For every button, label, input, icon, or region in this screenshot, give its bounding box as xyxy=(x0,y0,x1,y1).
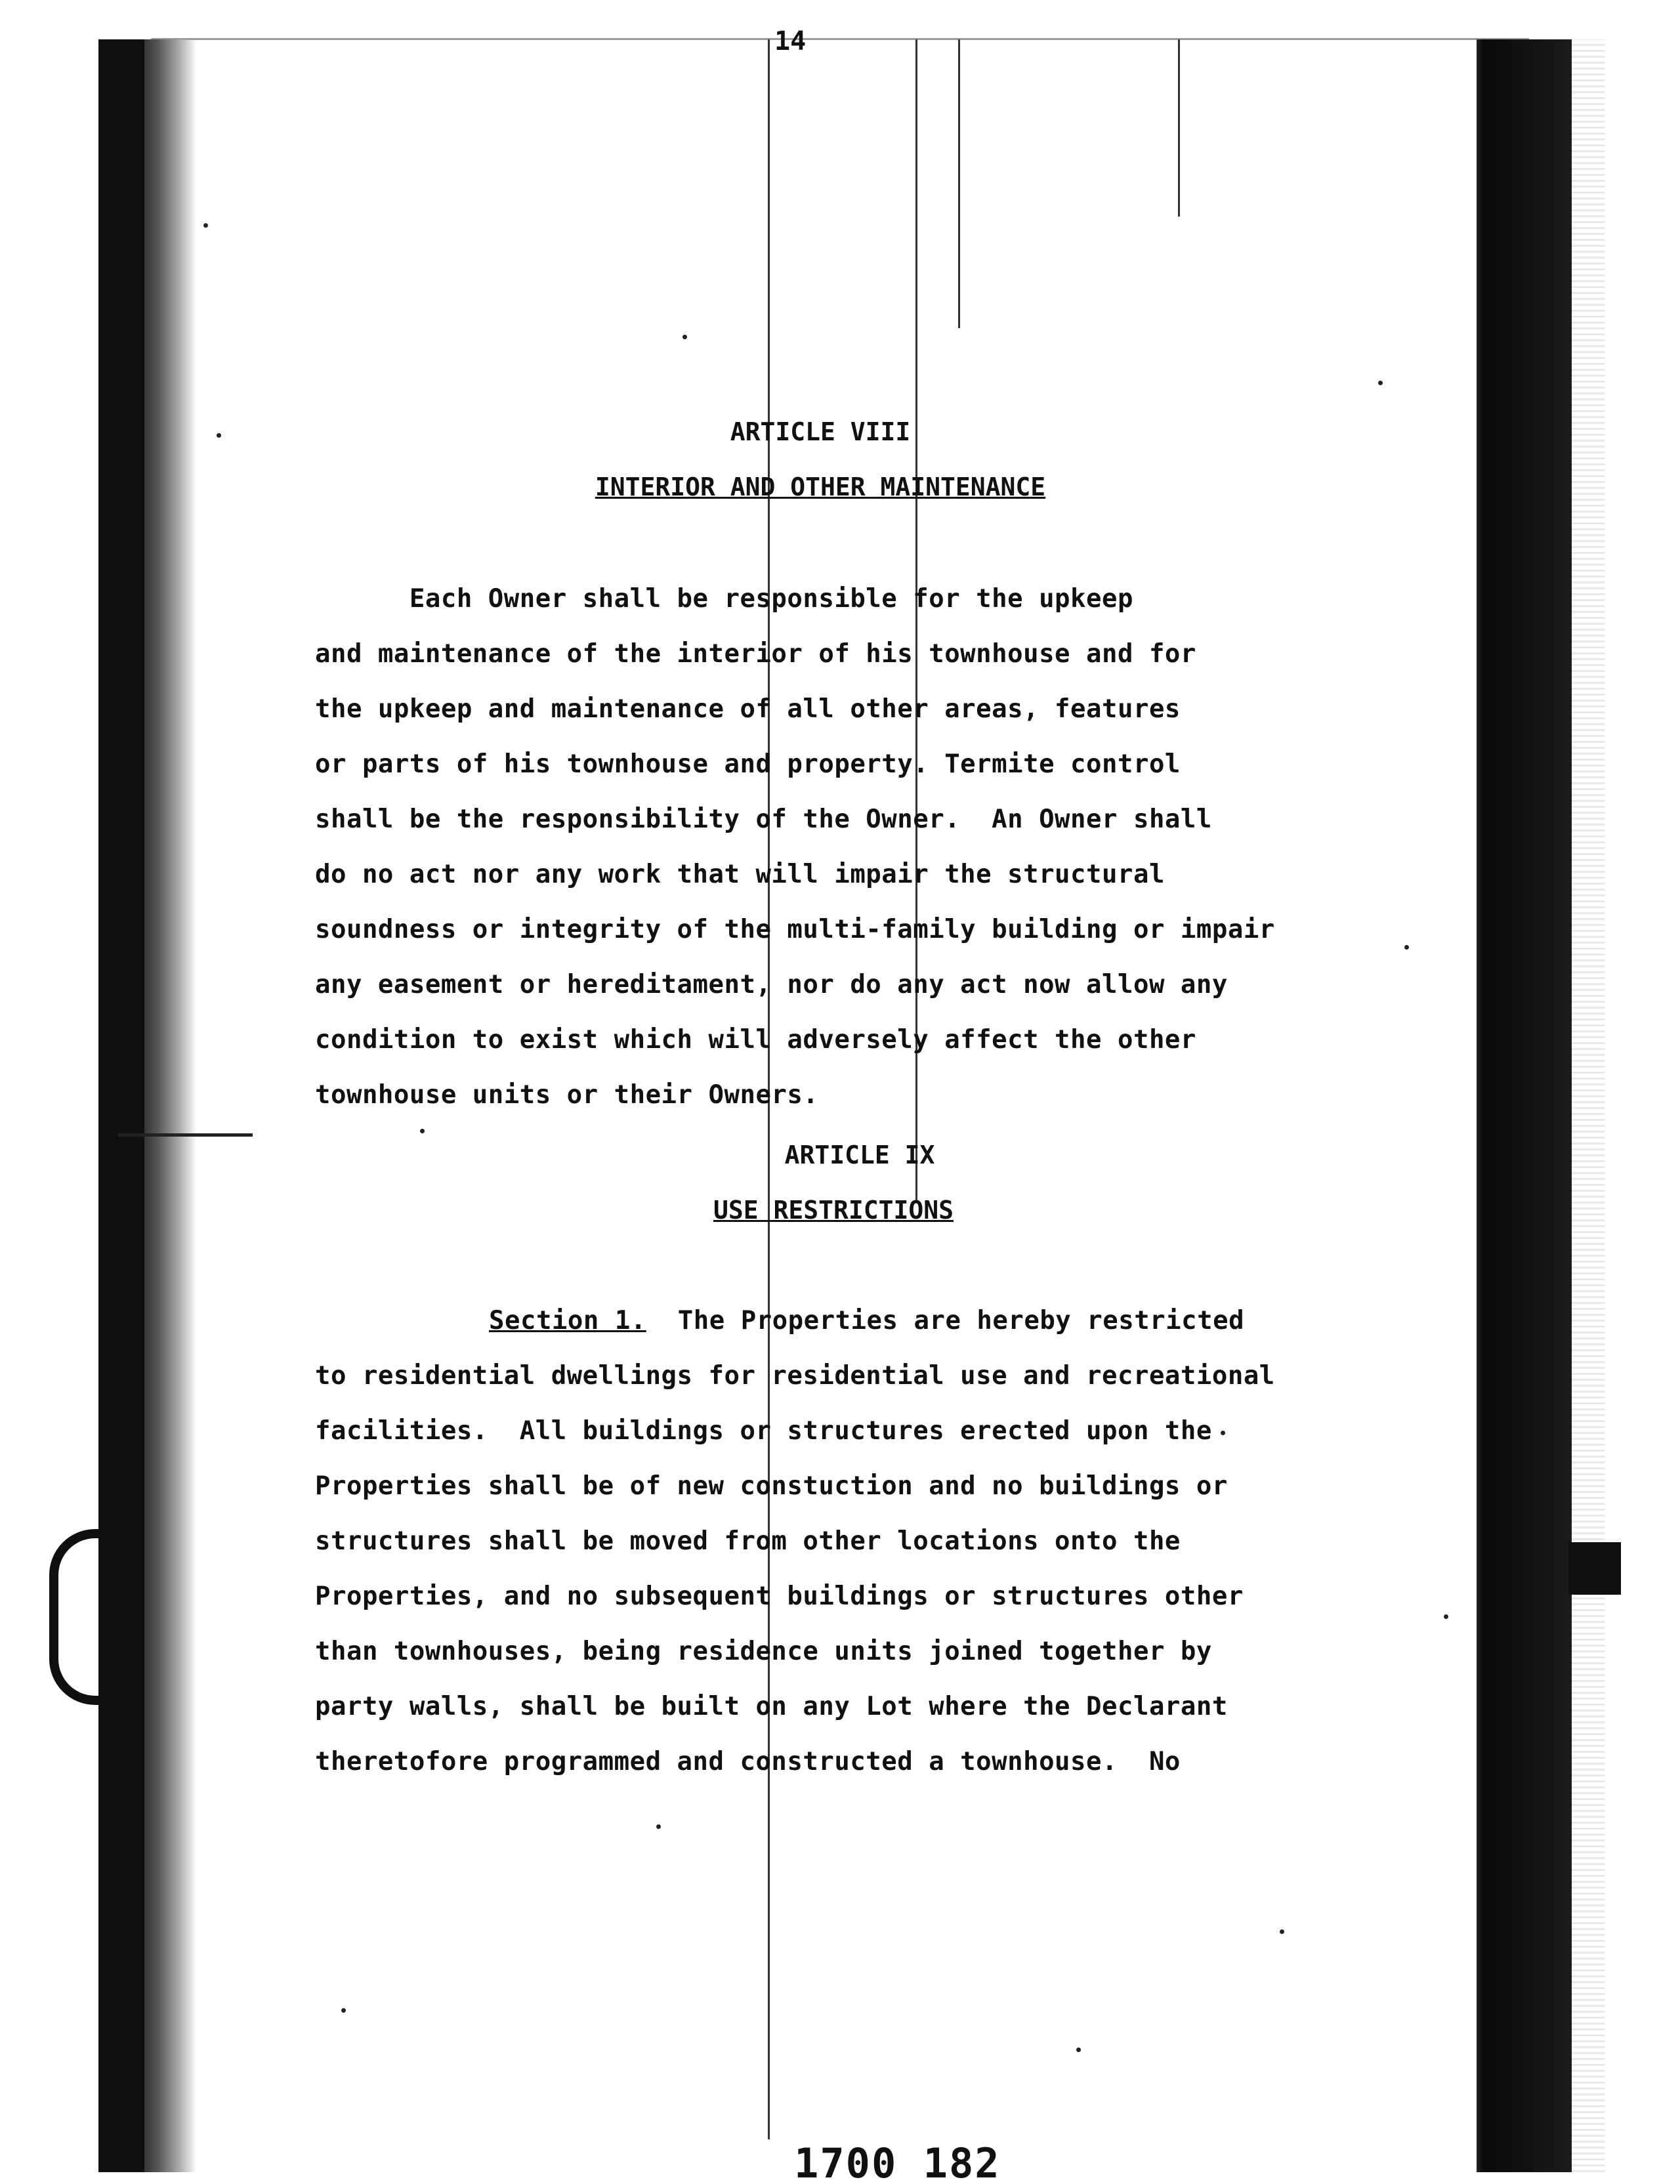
scan-speck xyxy=(1378,381,1383,385)
article-9-subtitle: USE RESTRICTIONS xyxy=(713,1196,954,1225)
body-line: or parts of his townhouse and property. Termite control xyxy=(315,749,1181,779)
section-1-label: Section 1. xyxy=(489,1306,646,1335)
body-line: do no act nor any work that will impair the structural xyxy=(315,860,1165,889)
body-line: structures shall be moved from other locations onto the xyxy=(315,1526,1181,1556)
book-page-stamp: 1700 182 xyxy=(794,2139,1001,2184)
scan-speck xyxy=(1444,1614,1448,1619)
scan-speck xyxy=(1076,2048,1081,2052)
body-line: condition to exist which will adversely affect the other xyxy=(315,1025,1196,1055)
left-margin-rule xyxy=(118,1133,253,1137)
spacer xyxy=(646,1306,678,1335)
fold-line xyxy=(958,39,960,328)
body-line: facilities. All buildings or structures erected upon the xyxy=(315,1416,1212,1446)
scan-speck xyxy=(1404,945,1409,950)
body-line: townhouse units or their Owners. xyxy=(315,1080,819,1110)
left-binding-tab xyxy=(49,1529,117,1705)
article-8-subtitle: INTERIOR AND OTHER MAINTENANCE xyxy=(595,472,1046,501)
right-scan-speckle xyxy=(1572,39,1605,2172)
fold-line xyxy=(1178,39,1180,217)
scan-speck xyxy=(656,1824,661,1829)
scan-speck xyxy=(420,1129,425,1133)
article-9-title: ARTICLE IX xyxy=(784,1141,935,1169)
body-line: shall be the responsibility of the Owner. An Owner shall xyxy=(315,805,1212,834)
body-line: theretofore programmed and constructed a townhouse. No xyxy=(315,1747,1181,1776)
left-scan-border-dark xyxy=(98,39,144,2172)
article-8-title: ARTICLE VIII xyxy=(730,417,911,446)
body-line: Properties, and no subsequent buildings or structures other xyxy=(315,1582,1244,1611)
right-scan-border xyxy=(1477,39,1572,2172)
section-1-first-line-text: The Properties are hereby restricted xyxy=(677,1306,1245,1335)
body-line: and maintenance of the interior of his townhouse and for xyxy=(315,639,1196,669)
section-1-first-line xyxy=(489,1306,1244,1335)
page-number: 14 xyxy=(774,26,807,56)
top-rule xyxy=(151,38,1529,40)
body-line: to residential dwellings for residential use and recreational xyxy=(315,1361,1275,1391)
body-line: Each Owner shall be responsible for the upkeep xyxy=(315,584,1133,614)
scan-speck xyxy=(682,335,687,339)
scan-speck xyxy=(217,433,221,438)
body-line: any easement or hereditament, nor do any act now allow any xyxy=(315,970,1228,999)
scan-speck xyxy=(341,2008,346,2013)
scan-speck xyxy=(203,223,208,228)
scan-speck xyxy=(1221,1431,1225,1435)
body-line: soundness or integrity of the multi-family building or impair xyxy=(315,915,1275,944)
body-line: the upkeep and maintenance of all other areas, features xyxy=(315,694,1181,724)
body-line: party walls, shall be built on any Lot where the Declarant xyxy=(315,1692,1228,1721)
right-binding-tab xyxy=(1568,1542,1621,1595)
body-line: than townhouses, being residence units joined together by xyxy=(315,1637,1212,1666)
scan-speck xyxy=(1280,1929,1284,1934)
body-line: Properties shall be of new constuction and no buildings or xyxy=(315,1471,1228,1501)
